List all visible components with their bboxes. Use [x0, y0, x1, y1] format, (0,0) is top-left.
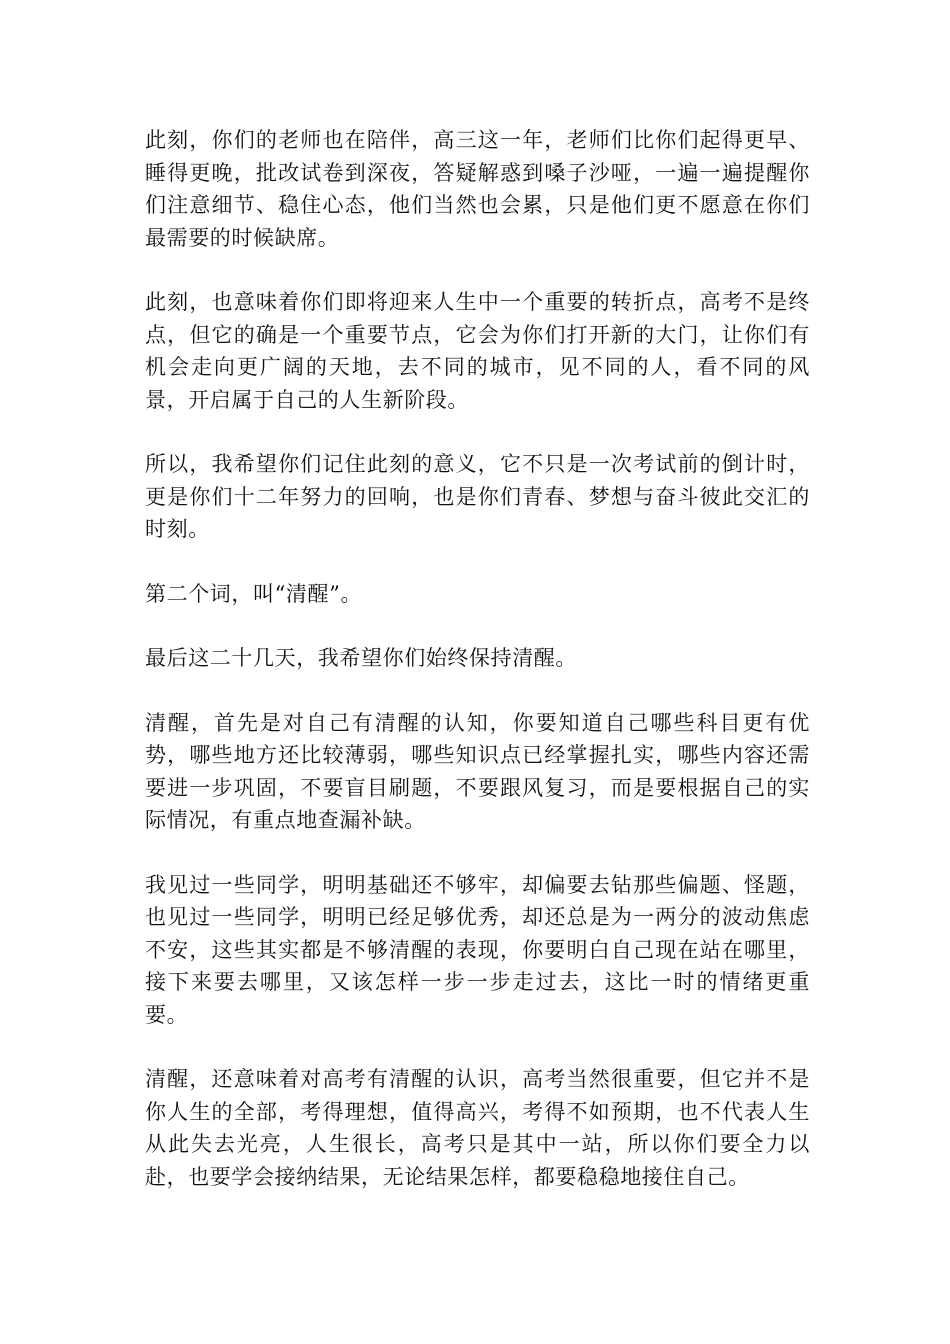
- paragraph-6: 清醒，首先是对自己有清醒的认知，你要知道自己哪些科目更有优势，哪些地方还比较薄弱，哪些知识点已经掌握扎实，哪些内容还需要进一步巩固，不要盲目刷题，不要跟风复习，而是要根据自己的实际情况，有重点地查漏补缺。: [145, 710, 810, 832]
- paragraph-1: 此刻，你们的老师也在陪伴，高三这一年，老师们比你们起得更早、睡得更晚，批改试卷到深夜，答疑解惑到嗓子沙哑，一遍一遍提醒你们注意细节、稳住心态，他们当然也会累，只是他们更不愿意在你们最需要的时候缺席。: [145, 128, 810, 250]
- paragraph-8: 清醒，还意味着对高考有清醒的认识，高考当然很重要，但它并不是你人生的全部，考得理想，值得高兴，考得不如预期，也不代表人生从此失去光亮，人生很长，高考只是其中一站，所以你们要全力以赴，也要学会接纳结果，无论结果怎样，都要稳稳地接住自己。: [145, 1067, 810, 1189]
- document-body: [145, 124, 810, 1225]
- paragraph-4: 第二个词，叫“清醒”。: [145, 581, 363, 606]
- paragraph-2: 此刻，也意味着你们即将迎来人生中一个重要的转折点，高考不是终点，但它的确是一个重要节点，它会为你们打开新的大门，让你们有机会走向更广阔的天地，去不同的城市，见不同的人，看不同的风景，开启属于自己的人生新阶段。: [145, 290, 810, 412]
- paragraph-7: 我见过一些同学，明明基础还不够牢，却偏要去钻那些偏题、怪题，也见过一些同学，明明已经足够优秀，却还总是为一两分的波动焦虑不安，这些其实都是不够清醒的表现，你要明白自己现在站在哪里，接下来要去哪里，又该怎样一步一步走过去，这比一时的情绪更重要。: [145, 872, 810, 1027]
- paragraph-3: 所以，我希望你们记住此刻的意义，它不只是一次考试前的倒计时，更是你们十二年努力的回响，也是你们青春、梦想与奋斗彼此交汇的时刻。: [145, 452, 810, 541]
- paragraph-5: 最后这二十几天，我希望你们始终保持清醒。: [145, 646, 577, 670]
